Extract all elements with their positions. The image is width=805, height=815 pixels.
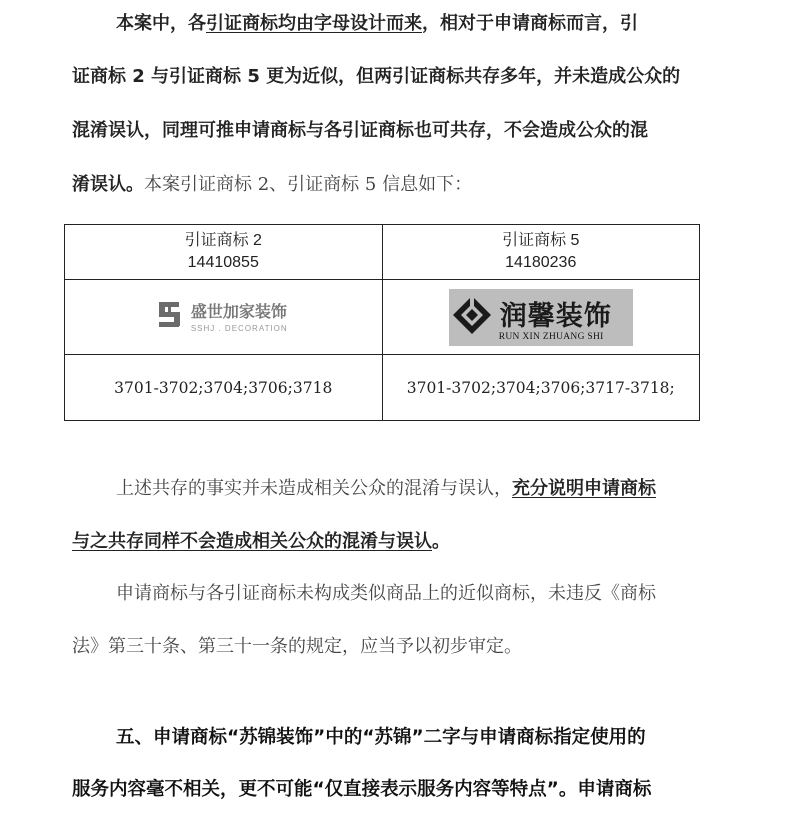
sshj-logo-subtext: SSHJ . DECORATION bbox=[190, 324, 288, 333]
para2-line1-a: 上述共存的事实并未造成相关公众的混淆与误认， bbox=[116, 478, 512, 499]
para1-line1 bbox=[72, 12, 638, 36]
para3-line1-text: 申请商标与各引证商标未构成类似商品上的近似商标，未违反《商标 bbox=[116, 583, 656, 604]
para3-line1 bbox=[72, 582, 656, 606]
para2-line2 bbox=[72, 530, 450, 554]
para1-line1-c: ，相对于申请商标而言，引 bbox=[422, 13, 638, 34]
runxin-logo bbox=[449, 289, 633, 346]
para3-line2: 法》第三十条、第三十一条的规定，应当予以初步审定。 bbox=[72, 636, 522, 657]
para1-line3: 混淆误认，同理可推申请商标与各引证商标也可共存，不会造成公众的混 bbox=[72, 120, 648, 141]
para1-line4-a: 淆误认。 bbox=[72, 174, 144, 195]
col1-logo-cell bbox=[65, 280, 383, 355]
col1-title: 引证商标 2 bbox=[184, 232, 262, 249]
para1-line4 bbox=[72, 173, 472, 197]
para1-line2: 证商标 2 与引证商标 5 更为近似，但两引证商标共存多年，并未造成公众的 bbox=[72, 66, 681, 87]
runxin-logo-text: 润馨装饰 bbox=[499, 300, 612, 332]
para1-line4-b: 本案引证商标 2、引证商标 5 信息如下： bbox=[144, 174, 473, 195]
runxin-logo-subtext: RUN XIN ZHUANG SHI bbox=[498, 331, 604, 342]
col1-classes: 3701-3702;3704;3706;3718 bbox=[65, 355, 383, 421]
para2-line2-period: 。 bbox=[432, 531, 450, 552]
sshj-logo bbox=[159, 299, 288, 333]
para4-line1-text: 五、申请商标“苏锦装饰”中的“苏锦”二字与申请商标指定使用的 bbox=[116, 727, 646, 748]
para2-line2-underlined: 与之共存同样不会造成相关公众的混淆与误认 bbox=[72, 531, 432, 552]
col2-number: 14180236 bbox=[505, 254, 577, 271]
col2-header bbox=[382, 225, 700, 280]
col2-logo-cell bbox=[382, 280, 700, 355]
col2-title: 引证商标 5 bbox=[502, 232, 580, 249]
para1-line1-a: 本案中，各 bbox=[116, 13, 206, 34]
para4-line2: 服务内容毫不相关，更不可能“仅直接表示服务内容等特点”。申请商标 bbox=[72, 779, 652, 800]
runxin-mark-icon bbox=[452, 295, 492, 335]
para2-line1 bbox=[72, 477, 656, 501]
col1-number: 14410855 bbox=[187, 254, 259, 271]
col1-header bbox=[65, 225, 383, 280]
para4-line1 bbox=[72, 726, 646, 750]
col2-classes: 3701-3702;3704;3706;3717-3718; bbox=[382, 355, 700, 421]
para1-line1-underlined: 引证商标均由字母设计而来 bbox=[206, 13, 422, 34]
para2-line1-underlined: 充分说明申请商标 bbox=[512, 478, 656, 499]
sshj-logo-text: 盛世加家装饰 bbox=[190, 302, 287, 321]
sshj-mark-icon bbox=[159, 302, 183, 330]
trademark-table bbox=[64, 224, 700, 421]
